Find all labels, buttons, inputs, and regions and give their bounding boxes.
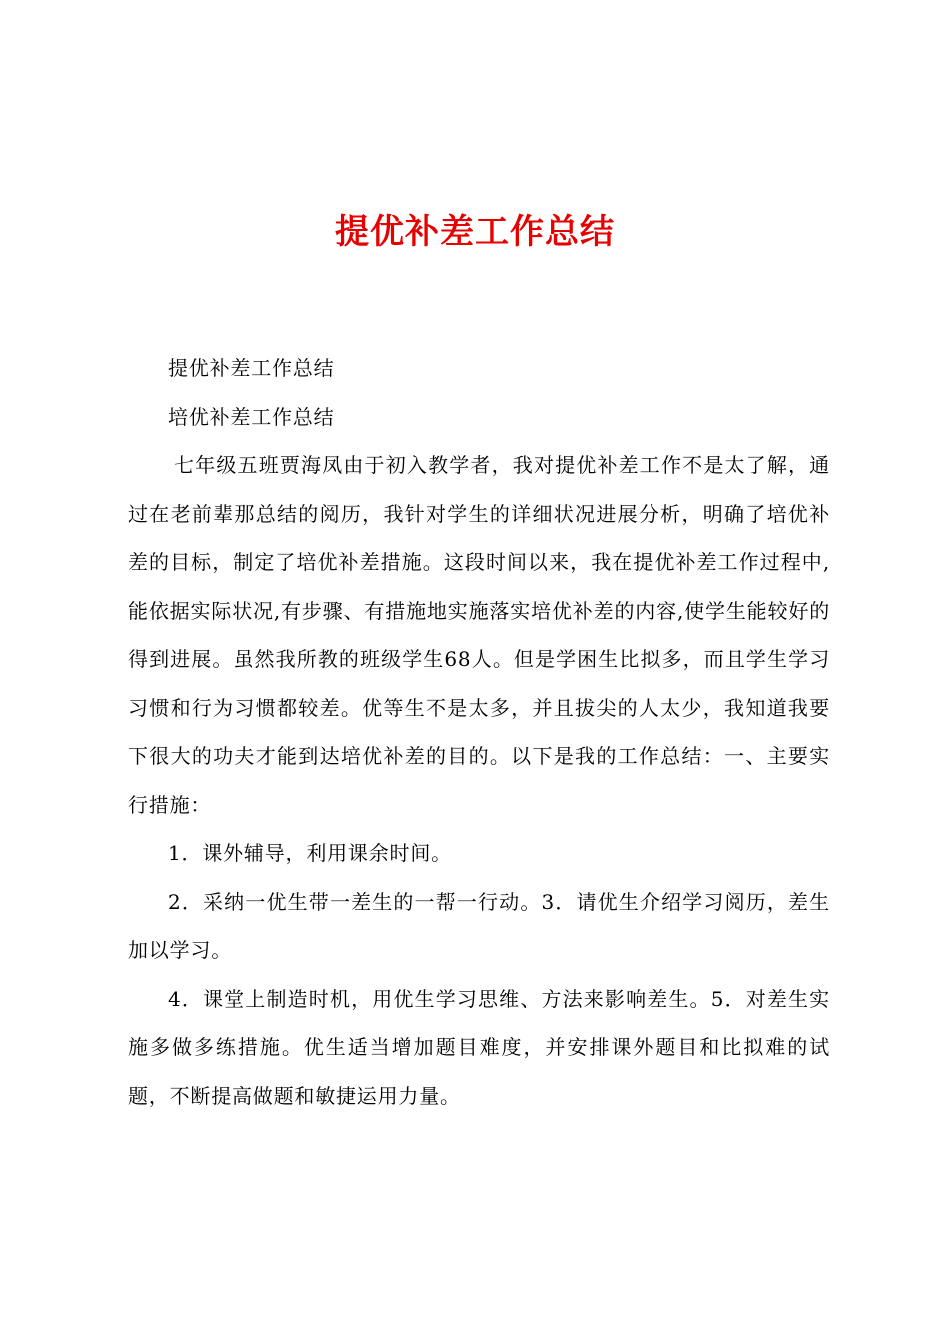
paragraph-heading-1: 提优补差工作总结	[168, 356, 335, 380]
document-body	[128, 344, 830, 1120]
paragraph-heading-2: 培优补差工作总结	[168, 404, 335, 429]
document-title: 提优补差工作总结	[335, 212, 615, 252]
paragraph-measure-4-5: 4．课堂上制造时机，用优生学习思维、方法来影响差生。5．对差生实施多做多练措施。优生适当增加题目难度，并安排课外题目和比拟难的试题，不断提高做题和敏捷运用力量。	[128, 986, 830, 1108]
paragraph-measure-1: 1．课外辅导，利用课余时间。	[168, 841, 452, 865]
paragraph-intro: 七年级五班贾海凤由于初入教学者，我对提优补差工作不是太了解，通过在老前辈那总结的阅历，我针对学生的详细状况进展分析，明确了培优补差的目标，制定了培优补差措施。这段时间以来，我在提优补差工作过程中,能依据实际状况,有步骤、有措施地实施落实培优补差的内容,使学生能较好的得到进展。虽然我所教的班级学生68人。但是学困生比拟多，而且学生学习习惯和行为习惯都较差。优等生不是太多，并且拔尖的人太少，我知道我要下很大的功夫才能到达培优补差的目的。以下是我的工作总结：一、主要实行措施：	[128, 453, 830, 817]
paragraph-measure-2-3: 2．采纳一优生带一差生的一帮一行动。3．请优生介绍学习阅历，差生加以学习。	[128, 889, 830, 962]
